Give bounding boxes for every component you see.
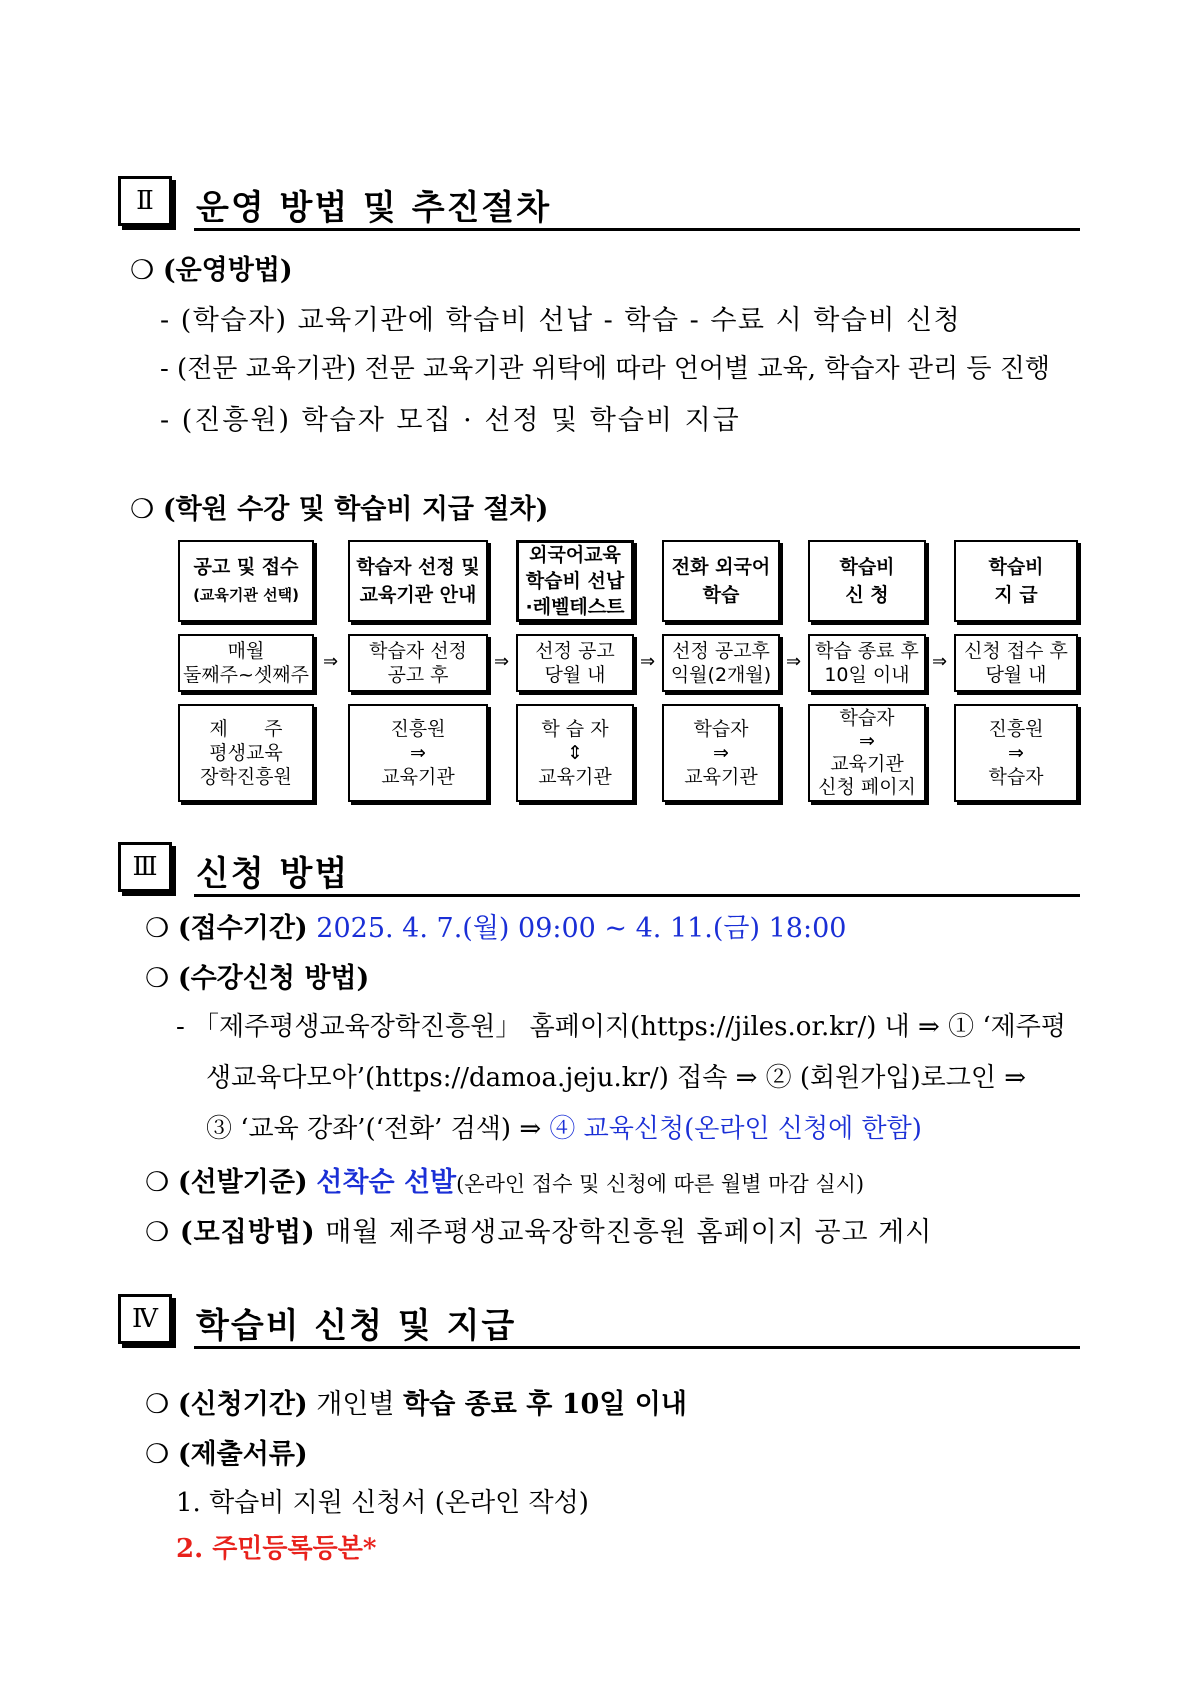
bullet-icon: ❍ <box>145 1167 170 1198</box>
section-underline <box>194 894 1080 897</box>
flow-step-2-actor: 진흥원 ⇒ 교육기관 <box>348 704 488 802</box>
flow-step-2-time: 학습자 선정 공고 후 <box>348 634 488 692</box>
flow-step-6-head: 학습비 지 급 <box>954 540 1078 622</box>
flow-step-4-actor: 학습자 ⇒ 교육기관 <box>662 704 780 802</box>
selection-note: (온라인 접수 및 신청에 따른 월별 마감 실시) <box>456 1172 865 1196</box>
claim-period-value: 학습 종료 후 10일 이내 <box>403 1389 687 1420</box>
flow-arrow-icon: ⇒ <box>932 651 948 672</box>
enroll-method-label: (수강신청 방법) <box>177 963 370 994</box>
flow-step-1-actor: 제 주 평생교육 장학진흥원 <box>178 704 314 802</box>
documents-heading <box>145 1432 308 1471</box>
flow-step-4-head: 전화 외국어 학습 <box>662 540 780 622</box>
section-4-header <box>118 1294 1080 1352</box>
procedure-label: (학원 수강 및 학습비 지급 절차) <box>162 494 549 525</box>
flow-step-6-actor: 진흥원 ⇒ 학습자 <box>954 704 1078 802</box>
section-underline <box>194 1346 1080 1349</box>
flow-step-5-head: 학습비 신 청 <box>808 540 926 622</box>
application-period <box>145 906 846 945</box>
document-item-2: 2. 주민등록등본* <box>176 1534 377 1564</box>
enroll-method-line-1: - 「제주평생교육장학진흥원」 홈페이지(https://jiles.or.kr/) 내 ⇒ ① ‘제주평 <box>176 1012 1066 1042</box>
op-item-2: - (전문 교육기관) 전문 교육기관 위탁에 따라 언어별 교육, 학습자 관리 등 진행 <box>160 354 1050 384</box>
bullet-icon: ❍ <box>130 494 155 525</box>
selection-criteria <box>145 1160 864 1199</box>
flow-step-1-time: 매월 둘째주~셋째주 <box>178 634 314 692</box>
flow-arrow-icon: ⇒ <box>494 651 510 672</box>
section-number: Ⅱ <box>118 176 172 226</box>
bullet-icon: ❍ <box>145 1217 171 1248</box>
flow-step-1-head: 공고 및 접수 (교육기관 선택) <box>178 540 314 622</box>
section-title: 신청 방법 <box>196 854 350 894</box>
op-method-label: (운영방법) <box>162 255 293 286</box>
enroll-method-line-3: ③ ‘교육 강좌’(‘전화’ 검색) ⇒ ④ 교육신청(온라인 신청에 한함) <box>206 1114 922 1144</box>
recruit-method <box>145 1210 932 1249</box>
flow-step-6-time: 신청 접수 후 당월 내 <box>954 634 1078 692</box>
flow-arrow-icon: ⇒ <box>323 651 339 672</box>
flow-step-3-actor: 학 습 자 ⇕ 교육기관 <box>516 704 634 802</box>
recruit-label: (모집방법) <box>179 1217 316 1248</box>
op-item-3: - (진흥원) 학습자 모집 · 선정 및 학습비 지급 <box>160 405 741 436</box>
section-title: 학습비 신청 및 지급 <box>196 1306 517 1346</box>
period-label: (접수기간) <box>177 913 308 944</box>
bullet-icon: ❍ <box>145 963 170 994</box>
section-number: Ⅳ <box>118 1294 172 1344</box>
document-item-1: 1. 학습비 지원 신청서 (온라인 작성) <box>176 1488 589 1518</box>
section-title: 운영 방법 및 추진절차 <box>196 188 552 228</box>
recruit-value: 매월 제주평생교육장학진흥원 홈페이지 공고 게시 <box>325 1217 933 1248</box>
enroll-method-heading <box>145 956 369 995</box>
claim-period-plain: 개인별 <box>316 1389 395 1420</box>
enroll-method-line-2: 생교육다모아’(https://damoa.jeju.kr/) 접속 ⇒ ② (회원가입)로그인 ⇒ <box>206 1063 1027 1093</box>
flow-step-5-time: 학습 종료 후 10일 이내 <box>808 634 926 692</box>
claim-period <box>145 1382 687 1421</box>
flow-step-2-head: 학습자 선정 및 교육기관 안내 <box>348 540 488 622</box>
flow-step-3-time: 선정 공고 당월 내 <box>516 634 634 692</box>
period-value: 2025. 4. 7.(월) 09:00 ~ 4. 11.(금) 18:00 <box>316 913 847 944</box>
bullet-icon: ❍ <box>145 1389 170 1420</box>
op-item-1: - (학습자) 교육기관에 학습비 선납 - 학습 - 수료 시 학습비 신청 <box>160 305 962 336</box>
flow-step-5-actor: 학습자 ⇒ 교육기관 신청 페이지 <box>808 704 926 802</box>
bullet-icon: ❍ <box>130 255 155 286</box>
bullet-icon: ❍ <box>145 913 170 944</box>
flow-step-3-head: 외국어교육 학습비 선납 ·레벨테스트 <box>516 540 634 622</box>
claim-period-label: (신청기간) <box>177 1389 308 1420</box>
flow-arrow-icon: ⇒ <box>640 651 656 672</box>
selection-value: 선착순 선발 <box>316 1167 457 1198</box>
procedure-flowchart <box>0 0 1190 820</box>
selection-label: (선발기준) <box>177 1167 308 1198</box>
flow-step-4-time: 선정 공고후 익월(2개월) <box>662 634 780 692</box>
documents-label: (제출서류) <box>177 1439 308 1470</box>
section-number: Ⅲ <box>118 842 172 892</box>
flow-arrow-icon: ⇒ <box>786 651 802 672</box>
bullet-icon: ❍ <box>145 1439 170 1470</box>
online-apply-note: ④ 교육신청(온라인 신청에 한함) <box>549 1114 922 1144</box>
section-3-header <box>118 842 1080 900</box>
